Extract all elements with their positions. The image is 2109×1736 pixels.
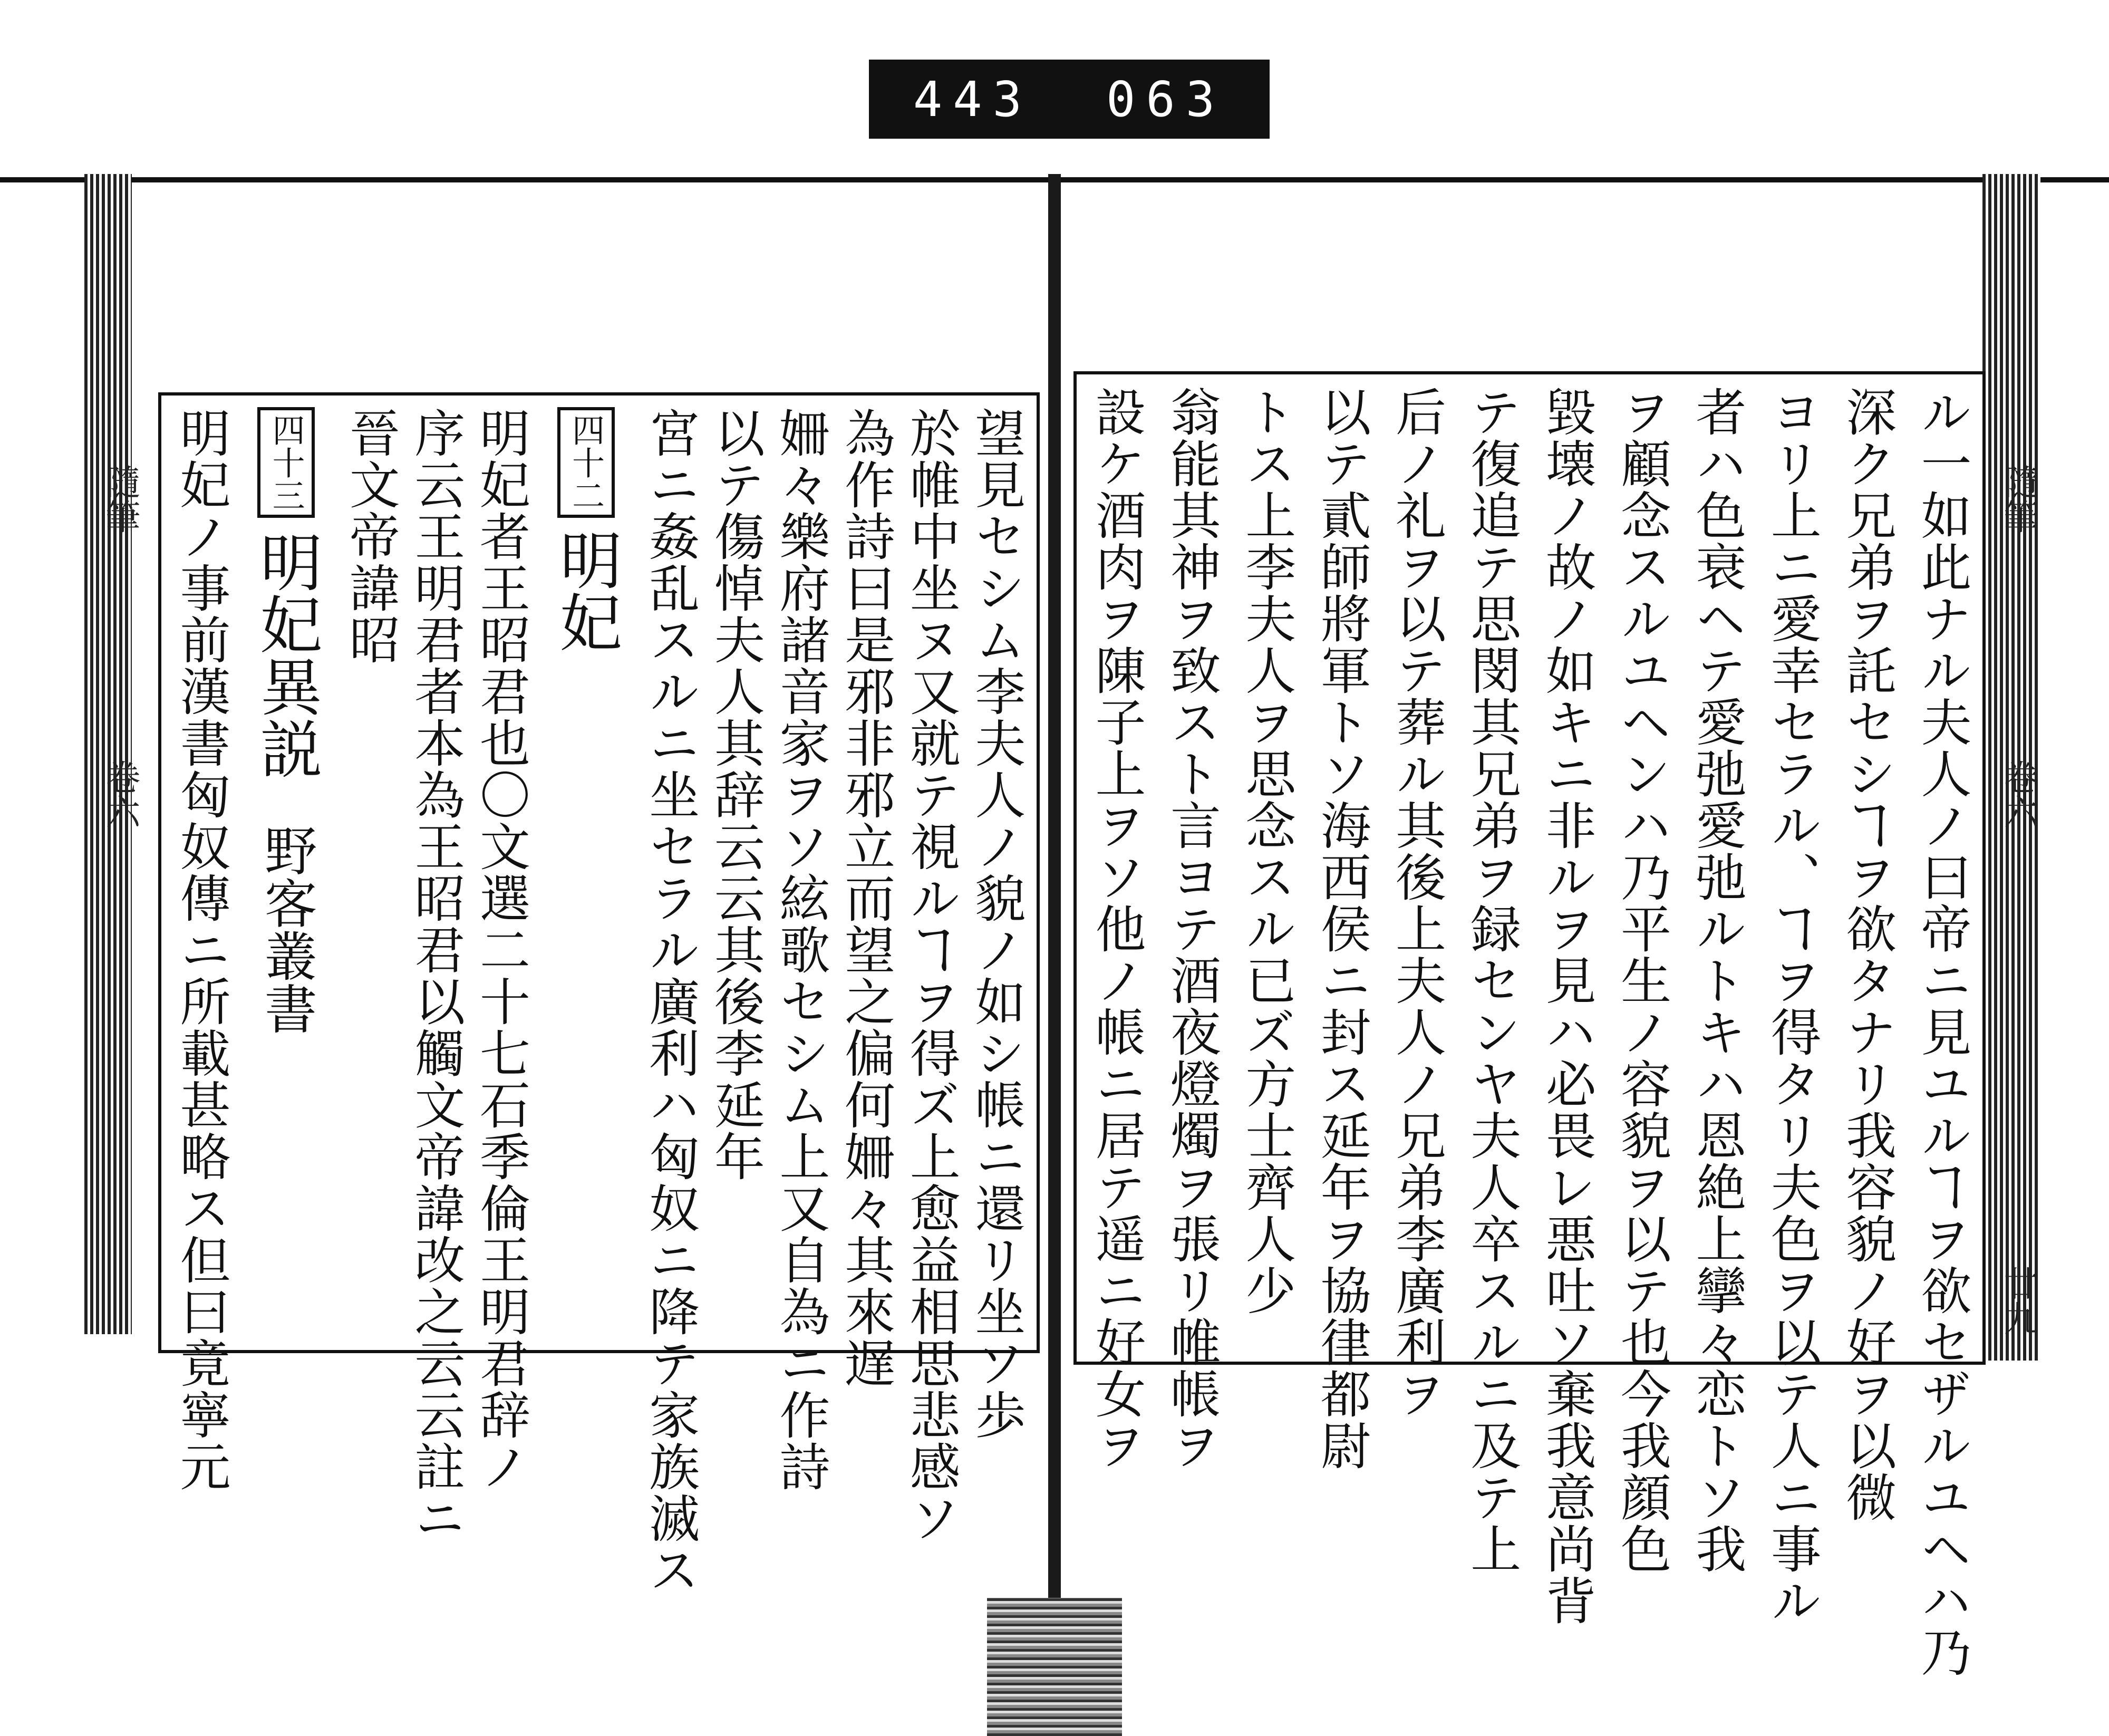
text-column: 者ハ色衰ヘテ愛弛愛弛ルトキハ恩絶上攣々恋トソ我 xyxy=(1687,386,1747,1575)
right-margin-volume: 卷六 xyxy=(1998,759,2038,829)
text-column: 序云王明君者本為王昭君以觸文帝諱改之云云註ニ xyxy=(406,407,466,1544)
right-page-columns xyxy=(1077,374,1982,1678)
text-column: ヲ顧念スルユヘンハ乃平生ノ容貌ヲ以テ也今我顔色 xyxy=(1612,386,1672,1575)
section-42-heading xyxy=(541,407,631,1338)
text-column: 毀壊ノ故ノ如キニ非ルヲ見ハ必畏レ悪吐ソ棄我意尚背 xyxy=(1537,386,1597,1626)
archive-number-label xyxy=(869,60,1270,139)
text-column: 明妃者王昭君也〇文選二十七石季倫王明君辞ノ xyxy=(471,407,531,1492)
archive-number-left: 443 xyxy=(913,71,1032,128)
left-page-columns xyxy=(161,396,1037,1596)
text-column: ヨリ上ニ愛幸セラル、ヿヲ得タリ夫色ヲ以テ人ニ事ル xyxy=(1763,386,1822,1626)
text-column: 以テ傷悼夫人其辞云云其後李延年 xyxy=(706,407,766,1182)
section-42-number: 四十二 xyxy=(557,407,615,518)
left-margin-title: 隨筆 xyxy=(100,464,140,534)
text-column: 后ノ礼ヲ以テ葬ル其後上夫人ノ兄弟李廣利ヲ xyxy=(1387,386,1447,1420)
left-page xyxy=(158,392,1040,1596)
text-column: 翁能其神ヲ致スト言ヨテ酒夜燈燭ヲ張リ帷帳ヲ xyxy=(1162,386,1222,1471)
text-column: 於帷中坐ヌ又就テ視ルヿヲ得ズ上愈益相思悲感ソ xyxy=(902,407,961,1544)
center-fold xyxy=(1048,174,1061,1598)
text-column: 明妃ノ事前漢書匈奴傳ニ所載甚略ス但曰竟寧元 xyxy=(172,407,231,1492)
left-book-edge xyxy=(84,174,132,1334)
section-43-number: 四十三 xyxy=(257,407,315,518)
text-column: 設ケ酒肉ヲ陳子上ヲソ他ノ帳ニ居テ遥ニ好女ヲ xyxy=(1087,386,1146,1471)
right-page xyxy=(1073,371,1986,1678)
text-column: 以テ貳師將軍トソ海西侯ニ封ス延年ヲ協律都尉 xyxy=(1312,386,1372,1471)
text-column: トス上李夫人ヲ思念スル已ズ方士齊人少 xyxy=(1237,386,1297,1316)
right-margin-title: 隨筆 xyxy=(1998,464,2038,534)
section-43-author: 野客叢書 xyxy=(255,824,317,1035)
section-43-heading xyxy=(241,407,331,1338)
text-column: 姍々樂府諸音家ヲソ絃歌セシム上又自為ニ作詩 xyxy=(771,407,830,1492)
text-column: 望見セシム李夫人ノ貌ノ如シ帳ニ還リ坐ソ歩 xyxy=(966,407,1026,1441)
section-43-title: 明妃異説 xyxy=(249,531,323,779)
text-column: 晉文帝諱昭 xyxy=(341,407,401,666)
binding-ribbon xyxy=(987,1598,1122,1736)
right-margin-folio: 廿九 xyxy=(1998,1266,2038,1335)
text-column: 宮ニ姦乱スルニ坐セラル廣利ハ匈奴ニ降テ家族滅ス xyxy=(641,407,700,1596)
text-column: テ復追テ思閔其兄弟ヲ録センヤ夫人卒スルニ及テ上 xyxy=(1462,386,1522,1575)
text-column: ル一如此ナル夫人ノ曰帝ニ見ユルヿヲ欲セザルユヘハ乃 xyxy=(1912,386,1972,1678)
archive-number-right: 063 xyxy=(1106,71,1226,128)
section-42-title: 明妃 xyxy=(549,528,623,653)
text-column: 為作詩曰是邪非邪立而望之偏何姍々其來遅 xyxy=(836,407,896,1389)
left-margin-volume: 卷六 xyxy=(100,759,140,829)
text-column: 深ク兄弟ヲ託セシヿヲ欲タナリ我容貌ノ好ヲ以微 xyxy=(1837,386,1897,1523)
